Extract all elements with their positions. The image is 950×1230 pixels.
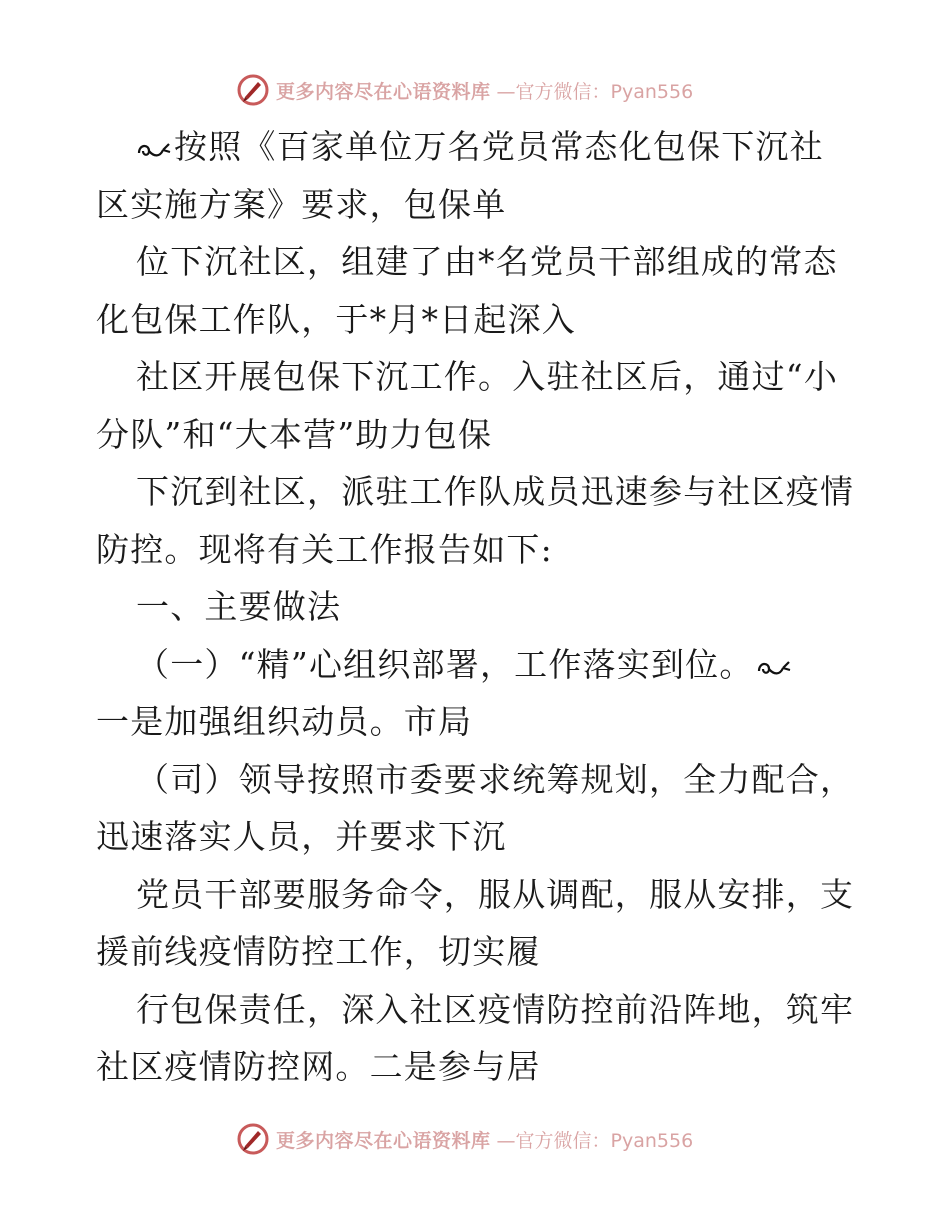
text-line: 区实施方案》要求，包保单 — [96, 184, 507, 224]
text-line: 分队”和“大本营”助力包保 — [96, 414, 493, 454]
text-line: 迅速落实人员，并要求下沉 — [96, 817, 507, 856]
document-body — [96, 118, 866, 1096]
watermark-wechat-text: —官方微信：Pyan556 — [496, 1129, 694, 1152]
watermark-library-text: 更多内容尽在心语资料库 — [276, 1129, 491, 1152]
text-line: 社区疫情防控网。二是参与居 — [96, 1047, 541, 1086]
watermark-logo-icon — [236, 1122, 270, 1156]
watermark-footer — [236, 1121, 693, 1157]
text-line: 行包保责任，深入社区疫情防控前沿阵地，筑牢 — [136, 989, 855, 1029]
watermark-wechat-text: —官方微信：Pyan556 — [496, 80, 694, 103]
ornament-icon — [136, 138, 172, 160]
watermark-header — [236, 72, 693, 108]
text-line: 党员干部要服务命令，服从调配，服从安排，支 — [136, 874, 855, 914]
subsection-heading — [96, 636, 866, 694]
text-line: 一是加强组织动员。市局 — [96, 702, 473, 741]
text-line-content: 按照《百家单位万名党员常态化包保下沉社 — [174, 127, 824, 166]
text-line: 位下沉社区，组建了由*名党员干部组成的常态 — [136, 242, 838, 281]
text-line: 防控。现将有关工作报告如下: — [96, 529, 553, 569]
text-line: 社区开展包保下沉工作。入驻社区后，通过“小 — [136, 357, 839, 396]
text-line: 化包保工作队，于*月*日起深入 — [96, 299, 576, 339]
watermark-logo-icon — [236, 73, 270, 107]
text-line: 下沉到社区，派驻工作队成员迅速参与社区疫情 — [136, 472, 855, 511]
section-heading: 一、主要做法 — [136, 587, 342, 626]
text-line — [96, 118, 866, 176]
watermark-library-text: 更多内容尽在心语资料库 — [276, 80, 491, 103]
text-line: 援前线疫情防控工作，切实履 — [96, 932, 541, 971]
ornament-icon — [756, 656, 792, 678]
text-line: （司）领导按照市委要求统筹规划，全力配合， — [136, 759, 855, 799]
text-line-content: （一）“精”心组织部署，工作落实到位。 — [136, 644, 754, 684]
